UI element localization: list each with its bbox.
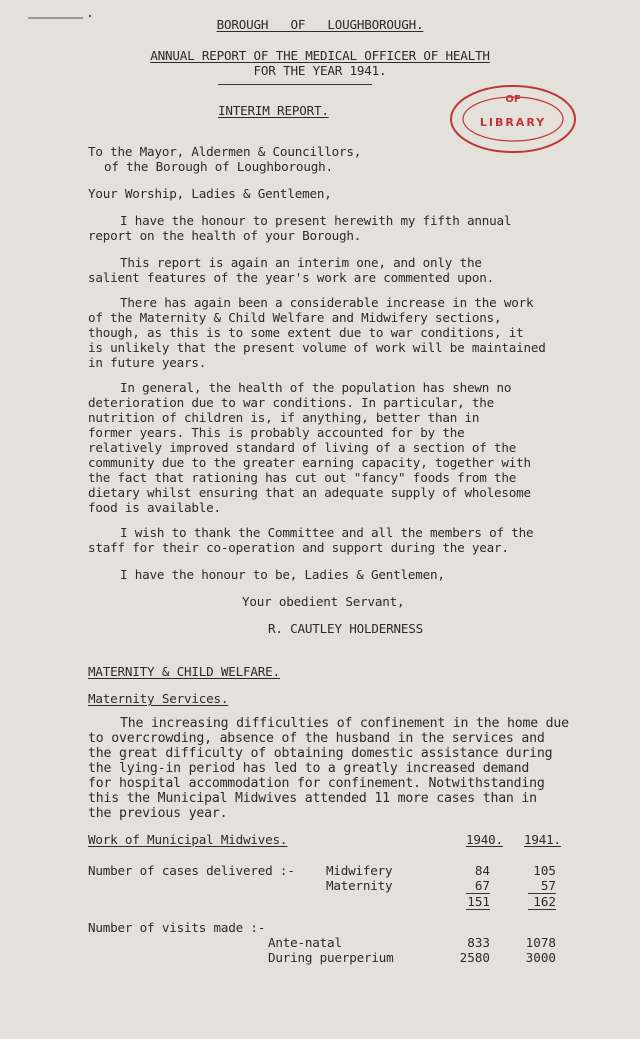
stamp-top-text: OF — [505, 94, 521, 105]
section-body-line: for hospital accommodation for confinement. Notwithstanding — [88, 776, 545, 791]
total-1940-value: 151 — [467, 894, 490, 909]
paragraph-5-line: I wish to thank the Committee and all the members of the — [120, 525, 534, 540]
total-1941-value: 162 — [533, 894, 556, 909]
report-year: FOR THE YEAR 1941. — [253, 63, 387, 78]
section-body-line: this the Municipal Midwives attended 11 more cases than in — [88, 791, 537, 806]
midwifery-label: Midwifery — [326, 863, 393, 878]
interim-heading-text: INTERIM REPORT. — [218, 103, 329, 118]
midwifery-1941-value: 105 — [533, 863, 556, 878]
section-body-line: the great difficulty of obtaining domestic assistance during — [88, 746, 553, 761]
interim-heading — [218, 103, 329, 118]
section-body-line: the lying-in period has led to a greatly increased demand — [88, 761, 530, 776]
antenatal-label: Ante-natal — [268, 935, 342, 950]
maternity-1940-value: 67 — [474, 878, 490, 893]
paragraph-3-line: is unlikely that the present volume of work will be maintained — [88, 340, 546, 355]
paragraph-2-line: This report is again an interim one, and only the — [120, 255, 482, 270]
total-rule-1940 — [466, 909, 490, 910]
closing-line: I have the honour to be, Ladies & Gentlemen, — [120, 567, 445, 582]
paragraph-5-line: staff for their co-operation and support during the year. — [88, 540, 509, 555]
visits-label: Number of visits made :- — [88, 920, 266, 935]
midwifery-1940-value: 84 — [474, 863, 490, 878]
title-underline — [218, 84, 372, 85]
report-title-text: ANNUAL REPORT OF THE MEDICAL OFFICER OF HEALTH — [150, 48, 490, 63]
paragraph-4-line: the fact that rationing has cut out "fancy" foods from the — [88, 470, 517, 485]
stamp-bottom-text: LIBRARY — [479, 116, 547, 129]
paragraph-4-line: former years. This is probably accounted for by the — [88, 425, 465, 440]
maternity-label: Maternity — [326, 878, 393, 893]
section-body-line: the previous year. — [88, 806, 228, 821]
report-title — [0, 48, 640, 63]
section-subheading: Maternity Services. — [88, 691, 229, 706]
address-line-1: To the Mayor, Aldermen & Councillors, — [88, 144, 362, 159]
paragraph-4-line: food is available. — [88, 500, 221, 515]
borough-heading: BOROUGH OF LOUGHBOROUGH. — [216, 17, 424, 32]
salutation: Your Worship, Ladies & Gentlemen, — [88, 186, 332, 201]
total-rule-1941 — [528, 909, 556, 910]
maternity-1941-value: 57 — [540, 878, 556, 893]
puerperium-label: During puerperium — [268, 950, 394, 965]
column-header-1940: 1940. — [466, 832, 503, 847]
paragraph-4-line: deterioration due to war conditions. In particular, the — [88, 395, 495, 410]
servant-line: Your obedient Servant, — [242, 594, 405, 609]
table-title: Work of Municipal Midwives. — [88, 832, 288, 847]
paragraph-4-line: community due to the greater earning capacity, together with — [88, 455, 531, 470]
puerperium-1940-value: 2580 — [459, 950, 490, 965]
paragraph-3-line: of the Maternity & Child Welfare and Midwifery sections, — [88, 310, 502, 325]
paragraph-3-line: in future years. — [88, 355, 207, 370]
paragraph-3-line: though, as this is to some extent due to war conditions, it — [88, 325, 524, 340]
paragraph-2-line: salient features of the year's work are commented upon. — [88, 270, 495, 285]
paragraph-4-line: In general, the health of the population has shewn no — [120, 380, 512, 395]
section-body-line: The increasing difficulties of confinement in the home due — [120, 716, 569, 731]
signature: R. CAUTLEY HOLDERNESS — [268, 621, 424, 636]
paragraph-4-line: relatively improved standard of living of a section of the — [88, 440, 517, 455]
column-header-1941: 1941. — [524, 832, 561, 847]
antenatal-1940-value: 833 — [467, 935, 490, 950]
paragraph-1-line: report on the health of your Borough. — [88, 228, 362, 243]
library-stamp-icon — [447, 82, 579, 156]
antenatal-1941-value: 1078 — [525, 935, 556, 950]
address-line-2: of the Borough of Loughborough. — [104, 159, 333, 174]
cases-label: Number of cases delivered :- — [88, 863, 295, 878]
puerperium-1941-value: 3000 — [525, 950, 556, 965]
section-body-line: to overcrowding, absence of the husband in the services and — [88, 731, 545, 746]
paragraph-4-line: nutrition of children is, if anything, better than in — [88, 410, 480, 425]
paragraph-3-line: There has again been a considerable increase in the work — [120, 295, 534, 310]
paragraph-4-line: dietary whilst ensuring that an adequate supply of wholesome — [88, 485, 531, 500]
section-heading: MATERNITY & CHILD WELFARE. — [88, 664, 280, 679]
paragraph-1-line: I have the honour to present herewith my fifth annual — [120, 213, 512, 228]
